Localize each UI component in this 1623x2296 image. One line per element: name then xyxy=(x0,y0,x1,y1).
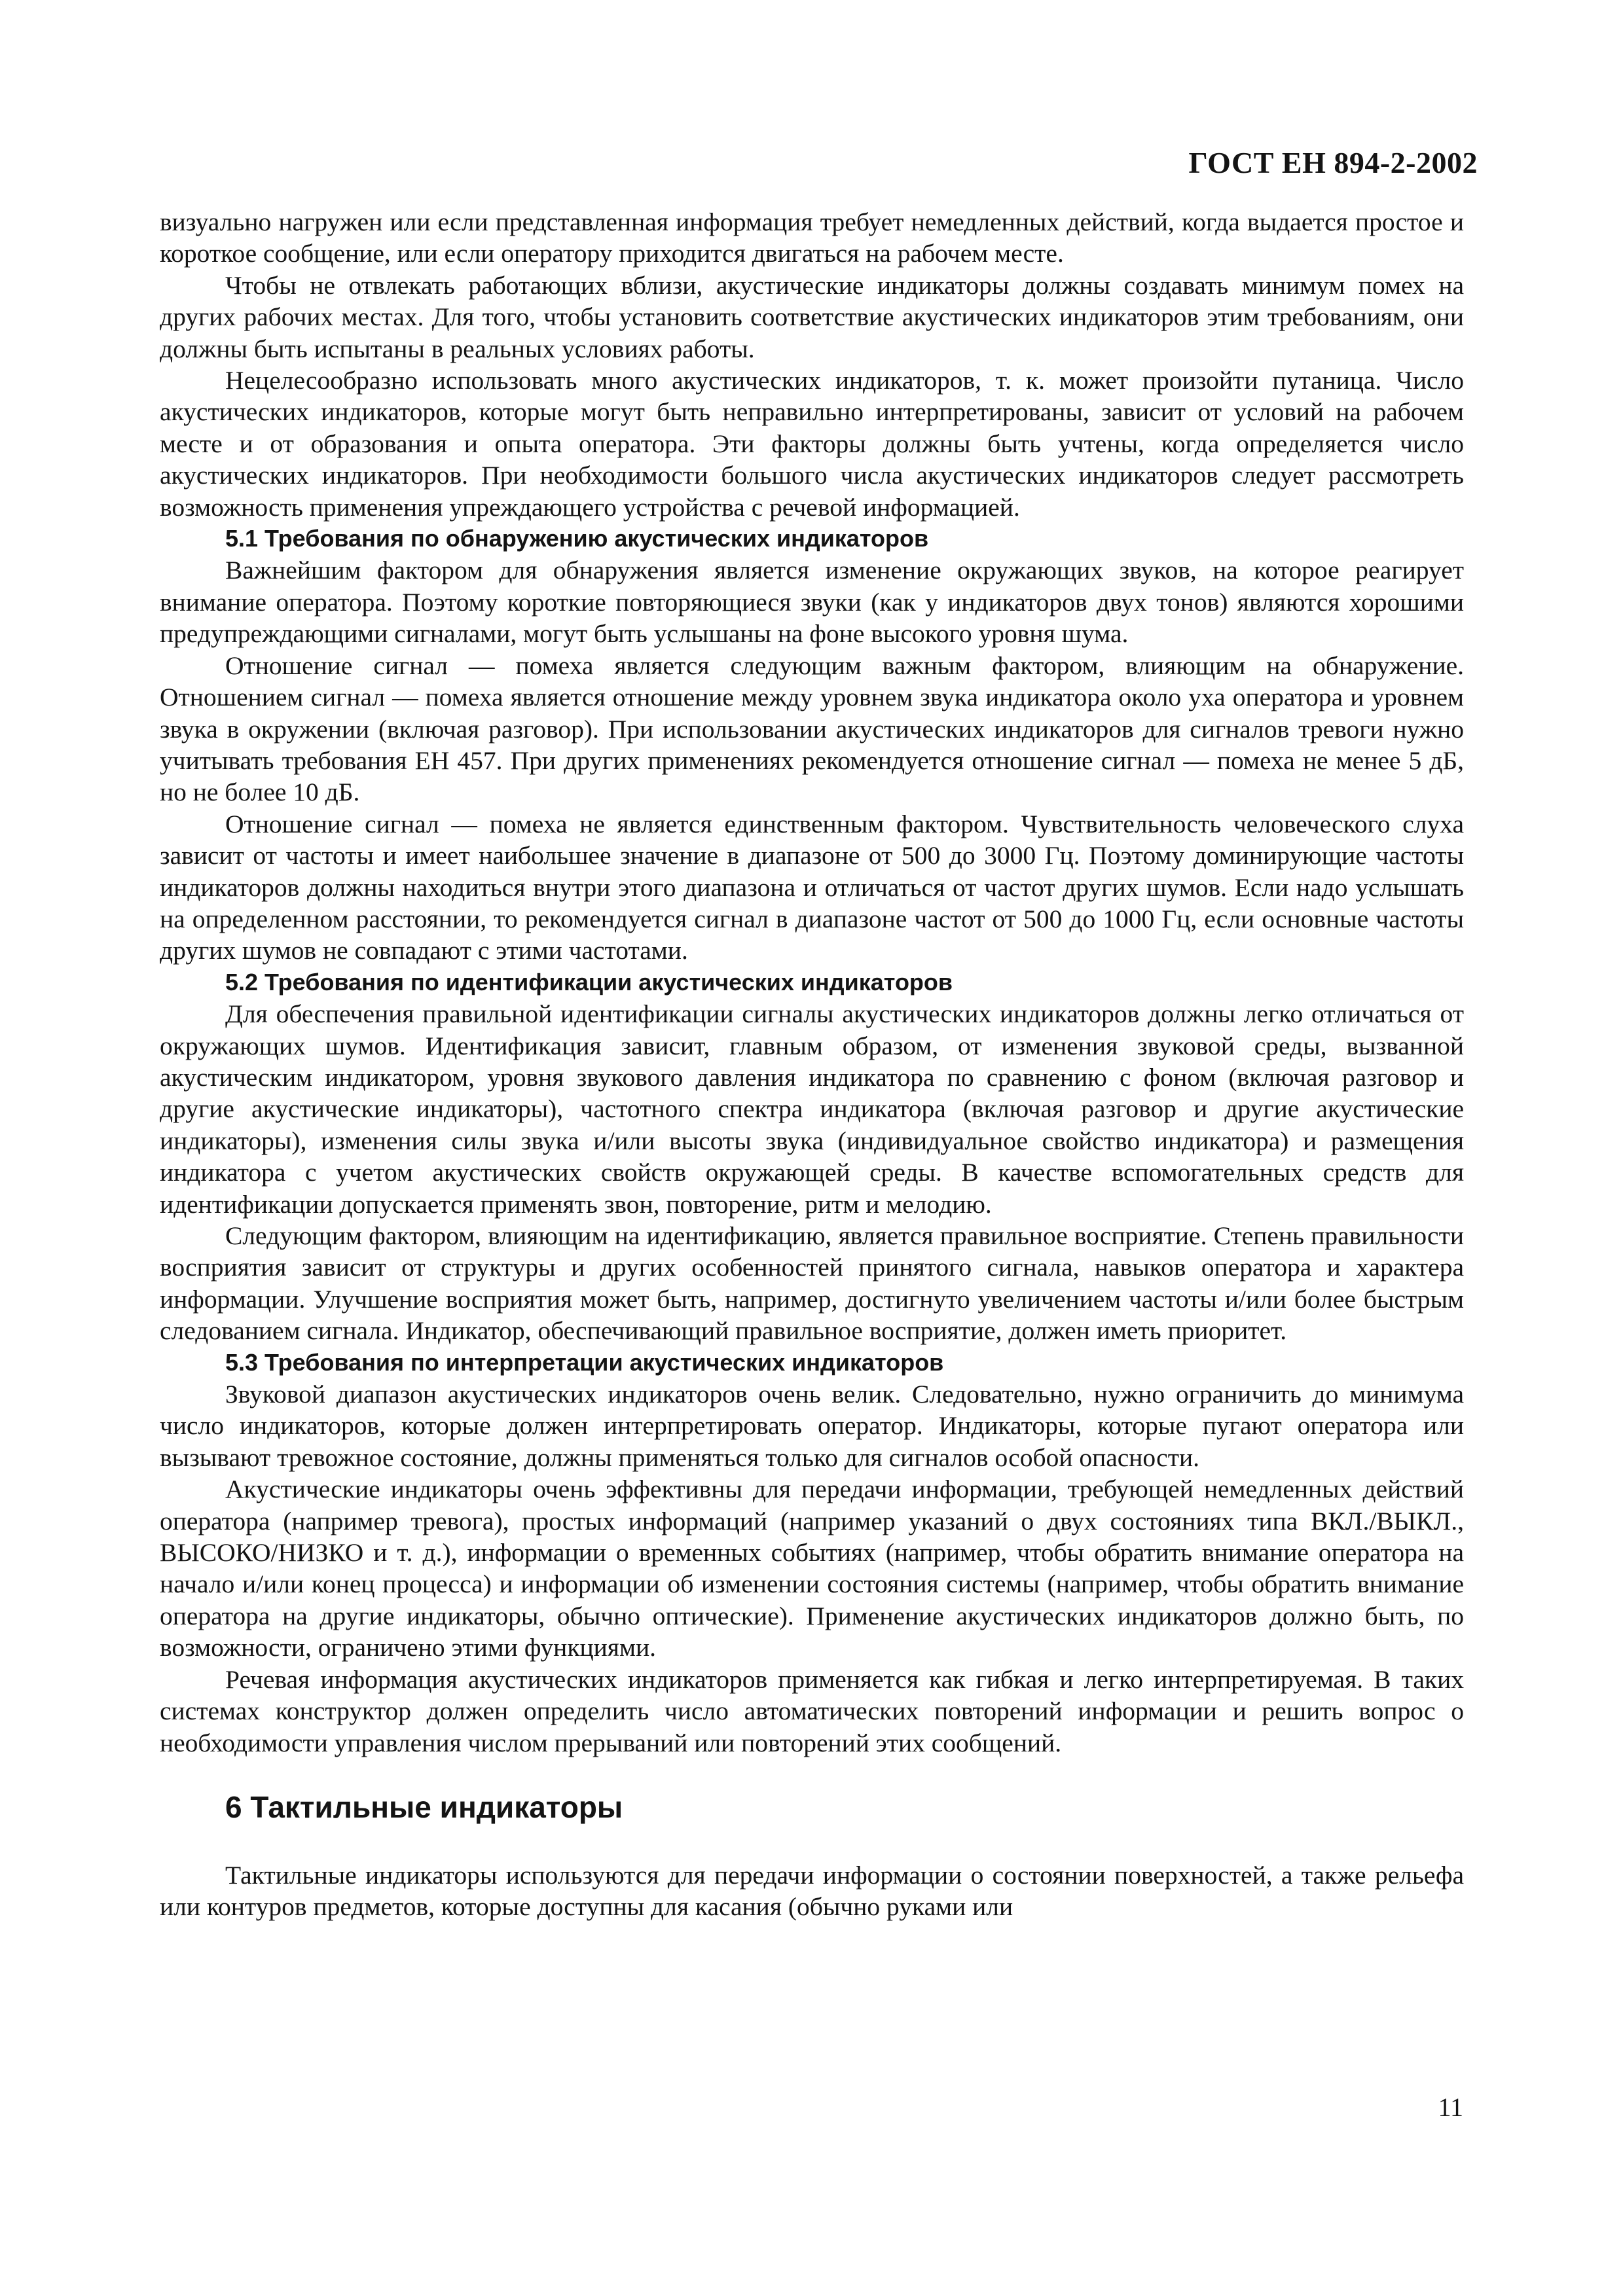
section-heading-6: 6 Тактильные индикаторы xyxy=(225,1789,623,1824)
section-heading-5-3: 5.3 Требования по интерпретации акустических индикаторов xyxy=(225,1348,944,1376)
paragraph-5-1-a: Важнейшим фактором для обнаружения является изменение окружающих звуков, на которое реагирует внимание оператора. Поэтому короткие повторяющиеся звуки (как у индикаторов двух тонов) являются хорошими предупреждающими сигналами, могут быть услышаны на фоне высокого уровня шума. xyxy=(160,556,1464,649)
paragraph-many-indicators: Нецелесообразно использовать много акустических индикаторов, т. к. может произойти путаница. Число акустических индикаторов, которые могут быть неправильно интерпретированы, зависит от условий на рабочем месте и от образования и опыта оператора. Эти факторы должны быть учтены, когда определяется число акустических индикаторов. При необходимости большого числа акустических индикаторов следует рассмотреть возможность применения упреждающего устройства с речевой информацией. xyxy=(160,366,1464,522)
paragraph-5-3-b: Акустические индикаторы очень эффективны для передачи информации, требующей немедленных действий оператора (например тревога), простых информаций (например указаний о двух состояниях типа ВКЛ./ВЫКЛ., ВЫСОКО/НИЗКО и т. д.), информации о временных событиях (например, чтобы обратить внимание оператора на начало и/или конец процесса) и информации об изменении состояния системы (например, чтобы обратить внимание оператора на другие индикаторы, обычно оптические). Применение акустических индикаторов должно быть, по возможности, ограничено этими функциями. xyxy=(160,1475,1464,1662)
paragraph-5-2-b: Следующим фактором, влияющим на идентификацию, является правильное восприятие. Степень правильности восприятия зависит от структуры и других особенностей принятого сигнала, навыков оператора и характера информации. Улучшение восприятия может быть, например, достигнуто увеличением частоты и/или более быстрым следованием сигнала. Индикатор, обеспечивающий правильное восприятие, должен иметь приоритет. xyxy=(160,1221,1464,1346)
document-header-code: ГОСТ ЕН 894-2-2002 xyxy=(1188,146,1478,179)
paragraph-continuation: визуально нагружен или если представленная информация требует немедленных действий, когда выдается простое и короткое сообщение, или если оператору приходится двигаться на рабочем месте. xyxy=(160,207,1464,268)
paragraph-5-2-a: Для обеспечения правильной идентификации сигналы акустических индикаторов должны легко отличаться от окружающих шумов. Идентификация зависит, главным образом, от изменения звуковой среды, вызванной акустическим индикатором, уровня звукового давления индикатора по сравнению с фоном (включая разговор и другие акустические индикаторы), частотного спектра индикатора (включая разговор и другие акустические индикаторы), изменения силы звука и/или высоты звука (индивидуальное свойство индикатора) и размещения индикатора с учетом акустических свойств окружающей среды. В качестве вспомогательных средств для идентификации допускается применять звон, повторение, ритм и мелодию. xyxy=(160,999,1464,1219)
paragraph-5-1-c: Отношение сигнал — помеха не является единственным фактором. Чувствительность человеческого слуха зависит от частоты и имеет наибольшее значение в диапазоне от 500 до 3000 Гц. Поэтому доминирующие частоты индикаторов должны находиться внутри этого диапазона и отличаться от частот других шумов. Если надо услышать на определенном расстоянии, то рекомендуется сигнал в диапазоне частот от 500 до 1000 Гц, если основные частоты других шумов не совпадают с этими частотами. xyxy=(160,809,1464,965)
page-number: 11 xyxy=(1438,2092,1463,2122)
section-heading-5-2: 5.2 Требования по идентификации акустических индикаторов xyxy=(225,968,953,996)
paragraph-5-3-c: Речевая информация акустических индикаторов применяется как гибкая и легко интерпретируемая. В таких системах конструктор должен определить число автоматических повторений информации и решить вопрос о необходимости управления числом прерываний или повторений этих сообщений. xyxy=(160,1664,1464,1757)
section-heading-5-1: 5.1 Требования по обнаружению акустических индикаторов xyxy=(225,525,929,552)
paragraph-distraction: Чтобы не отвлекать работающих вблизи, акустические индикаторы должны создавать минимум помех на других рабочих местах. Для того, чтобы установить соответствие акустических индикаторов этим требованиям, они должны быть испытаны в реальных условиях работы. xyxy=(160,270,1464,363)
paragraph-5-3-a: Звуковой диапазон акустических индикаторов очень велик. Следовательно, нужно ограничить до минимума число индикаторов, которые должен интерпретировать оператор. Индикаторы, которые пугают оператора или вызывают тревожное состояние, должны применяться только для сигналов особой опасности. xyxy=(160,1380,1464,1472)
document-body xyxy=(160,206,1464,1923)
paragraph-5-1-b: Отношение сигнал — помеха является следующим важным фактором, влияющим на обнаружение. Отношением сигнал — помеха является отношение между уровнем звука индикатора около уха оператора и уровнем звука в окружении (включая разговор). При использовании акустических индикаторов для сигналов тревоги нужно учитывать требования ЕН 457. При других применениях рекомендуется отношение сигнал — помеха не менее 5 дБ, но не более 10 дБ. xyxy=(160,651,1464,807)
paragraph-6-a: Тактильные индикаторы используются для передачи информации о состоянии поверхностей, а также рельефа или контуров предметов, которые доступны для касания (обычно руками или xyxy=(160,1860,1464,1922)
